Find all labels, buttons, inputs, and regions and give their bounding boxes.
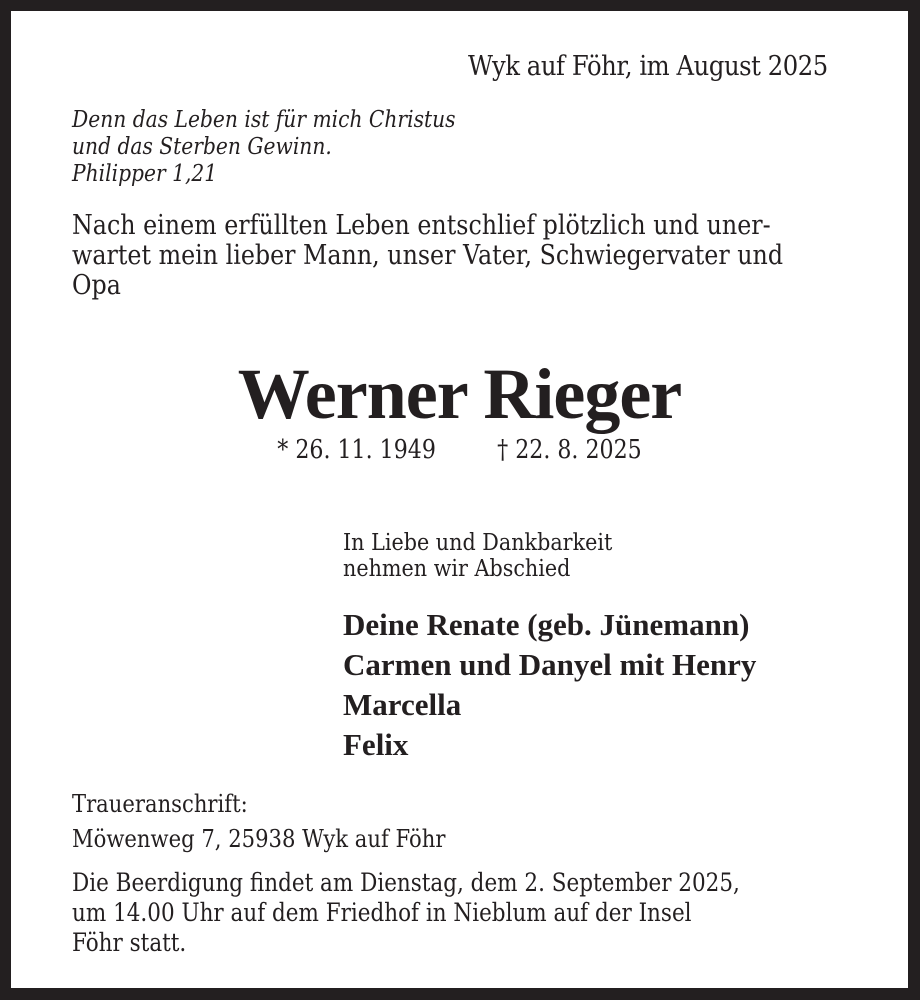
farewell-text xyxy=(343,530,612,582)
mourner: Carmen und Danyel mit Henry xyxy=(343,647,757,682)
mourning-address: Möwenweg 7, 25938 Wyk auf Föhr xyxy=(72,825,446,853)
intro-line: wartet mein lieber Mann, unser Vater, Schwiegervater und xyxy=(72,240,784,271)
mourner: Felix xyxy=(343,727,409,762)
life-dates xyxy=(78,435,840,465)
farewell-line: nehmen wir Abschied xyxy=(343,556,571,582)
address-label: Traueranschrift: xyxy=(72,790,248,818)
obituary-notice xyxy=(11,11,908,988)
mourners-list xyxy=(343,605,756,765)
bible-verse xyxy=(72,107,456,188)
verse-line: Denn das Leben ist für mich Christus xyxy=(72,107,456,133)
farewell-line: In Liebe und Dankbarkeit xyxy=(343,530,613,556)
place-date: Wyk auf Föhr, im August 2025 xyxy=(468,51,828,82)
deceased-name: Werner Rieger xyxy=(237,354,682,434)
funeral-line: Föhr statt. xyxy=(72,928,187,957)
intro-line: Nach einem erfüllten Leben entschlief plötzlich und uner- xyxy=(72,210,771,241)
mourner: Deine Renate (geb. Jünemann) xyxy=(343,607,750,642)
verse-line: und das Sterben Gewinn. xyxy=(72,134,332,160)
funeral-info xyxy=(72,868,740,958)
death-date: † 22. 8. 2025 xyxy=(497,435,642,465)
intro-text xyxy=(72,211,783,301)
intro-line: Opa xyxy=(72,270,121,301)
verse-reference: Philipper 1,21 xyxy=(72,161,218,187)
birth-date: * 26. 11. 1949 xyxy=(277,435,436,465)
mourner: Marcella xyxy=(343,687,462,722)
funeral-line: Die Beerdigung findet am Dienstag, dem 2. September 2025, xyxy=(72,868,740,897)
funeral-line: um 14.00 Uhr auf dem Friedhof in Nieblum auf der Insel xyxy=(72,898,692,927)
